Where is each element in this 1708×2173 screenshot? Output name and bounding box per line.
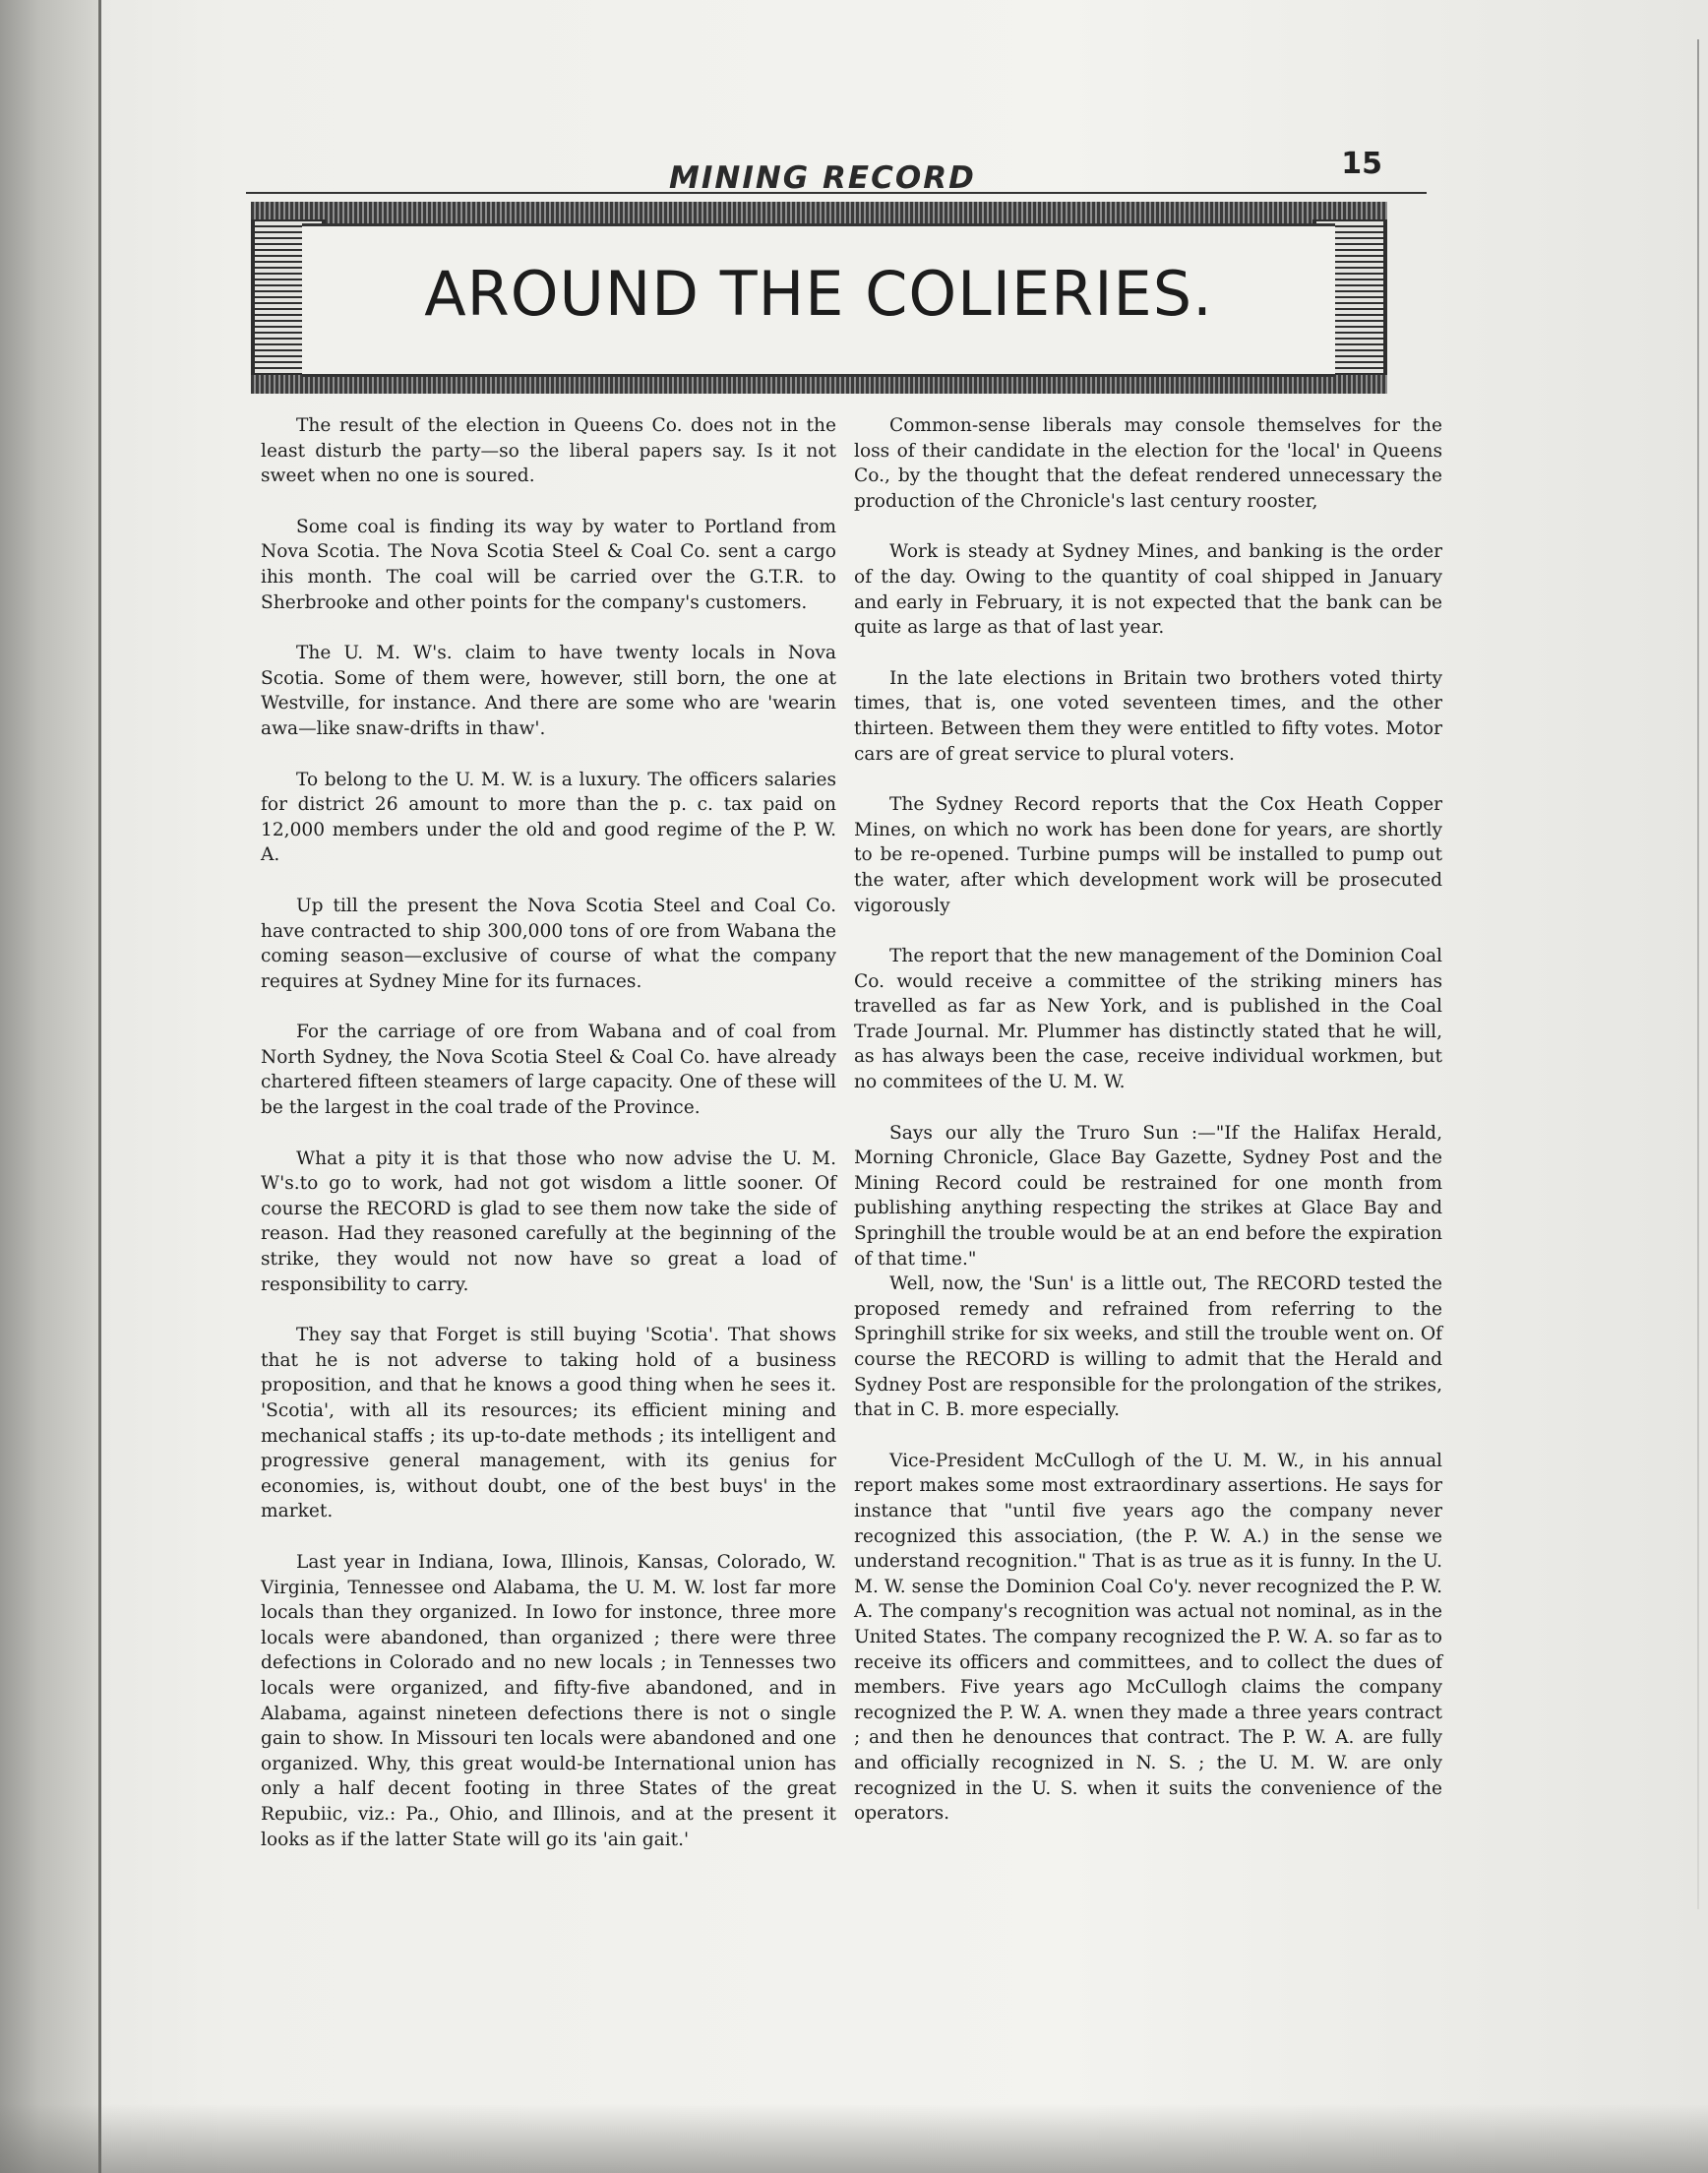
paragraph: Up till the present the Nova Scotia Steel and Coal Co. have contracted to ship 300,000 tons of ore from Wabana the coming season—exclusive of course of what the company requires at Sydney Mine for its furnaces. bbox=[261, 895, 836, 992]
page-edge-crease bbox=[1697, 39, 1699, 1909]
paragraph: Last year in Indiana, Iowa, Illinois, Kansas, Colorado, W. Virginia, Tennessee ond Alabama, the U. M. W. lost far more locals than they organized. In Iowo for instonce, three more locals were abandoned, than organized ; there were three defections in Colorado and no new locals ; in Tennesses two locals were organized, and fifty-five abandoned, and in Alabama, against nineteen defections there is not o single gain to show. In Missouri ten locals were abandoned and one organized. Why, this great would-be International union has only a half decent footing in three States of the great Repubiic, viz.: Pa., Ohio, and Illinois, and at the present it looks as if the latter State will go its 'ain gait.' bbox=[261, 1551, 836, 1850]
paragraph: To belong to the U. M. W. is a luxury. The officers salaries for district 26 amount to more than the p. c. tax paid on 12,000 members under the old and good regime of the P. W. A. bbox=[261, 769, 836, 866]
paragraph: Says our ally the Truro Sun :—"If the Halifax Herald, Morning Chronicle, Glace Bay Gazette, Sydney Post and the Mining Record could be restrained for one month from publishing anything respecting the strikes at Glace Bay and Springhill the trouble would be at an end before the expiration of that time." bbox=[854, 1122, 1442, 1270]
section-title: AROUND THE COLIERIES. bbox=[424, 258, 1213, 330]
paragraph: Work is steady at Sydney Mines, and banking is the order of the day. Owing to the quantity of coal shipped in January and early in February, it is not expected that the bank can be quite as large as that of last year. bbox=[854, 541, 1442, 639]
paragraph: The U. M. W's. claim to have twenty locals in Nova Scotia. Some of them were, however, still born, the one at Westville, for instance. And there are some who are 'wearin awa—like snaw-drifts in thaw'. bbox=[261, 643, 836, 739]
scan-bottom-shadow bbox=[0, 2104, 1708, 2173]
banner-panel bbox=[302, 223, 1335, 377]
paragraph: What a pity it is that those who now advise the U. M. W's.to go to work, had not got wisdom a little sooner. Of course the RECORD is glad to see them now take the side of reason. Had they reasoned carefully at the beginning of the strike, they would not now have so great a load of responsibility to carry. bbox=[261, 1148, 836, 1295]
page-number: 15 bbox=[1341, 147, 1382, 181]
paragraph: In the late elections in Britain two brothers voted thirty times, that is, one voted seventeen times, and the other thirteen. Between them they were entitled to fifty votes. Motor cars are of great service to plural voters. bbox=[854, 667, 1442, 765]
running-header bbox=[246, 147, 1427, 196]
paragraph: Common-sense liberals may console themselves for the loss of their candidate in the election for the 'local' in Queens Co., by the thought that the defeat rendered unnecessary the production of the Chronicle's last century rooster, bbox=[854, 415, 1442, 512]
paragraph: The Sydney Record reports that the Cox Heath Copper Mines, on which no work has been done for years, are shortly to be re-opened. Turbine pumps will be installed to pump out the water, after which development work will be prosecuted vigorously bbox=[854, 794, 1442, 916]
scan-margin bbox=[0, 0, 98, 2173]
paragraph: They say that Forget is still buying 'Scotia'. That shows that he is not adverse to taking hold of a business proposition, and that he knows a good thing when he sees it. 'Scotia', with all its resources; its efficient mining and mechanical staffs ; its up-to-date methods ; its intelligent and progressive general management, with its genius for economies, is, without doubt, one of the best buys' in the market. bbox=[261, 1325, 836, 1522]
paragraph: Well, now, the 'Sun' is a little out, The RECORD tested the proposed remedy and refrained from referring to the Springhill strike for six weeks, and still the trouble went on. Of course the RECORD is willing to admit that the Herald and Sydney Post are responsible for the prolongation of the strikes, that in C. B. more especially. bbox=[854, 1273, 1442, 1421]
paragraph: The report that the new management of the Dominion Coal Co. would receive a committee of the striking miners has travelled as far as New York, and is published in the Coal Trade Journal. Mr. Plummer has distinctly stated that he will, as has always been the case, receive individual workmen, but no commitees of the U. M. W. bbox=[854, 946, 1442, 1093]
paragraph: Vice-President McCullogh of the U. M. W., in his annual report makes some most extraordinary assertions. He says for instance that "until five years ago the company never recognized this association, (the P. W. A.) in the sense we understand recognition." That is as true as it is funny. In the U. M. W. sense the Dominion Coal Co'y. never recognized the P. W. A. The company's recognition was actual not nominal, as in the United States. The company recognized the P. W. A. so far as to receive its officers and committees, and to collect the dues of members. Five years ago McCullogh claims the company recognized the P. W. A. wnen they made a three years contract ; and then he denounces that contract. The P. W. A. are fully and officially recognized in N. S. ; the U. M. W. are only recognized in the U. S. when it suits the convenience of the operators. bbox=[854, 1450, 1442, 1825]
right-column bbox=[854, 413, 1442, 1827]
paragraph: Some coal is finding its way by water to Portland from Nova Scotia. The Nova Scotia Steel & Coal Co. sent a cargo ihis month. The coal will be carried over the G.T.R. to Sherbrooke and other points for the company's customers. bbox=[261, 516, 836, 613]
running-title: MINING RECORD bbox=[669, 160, 976, 196]
left-column bbox=[261, 413, 836, 1852]
section-banner bbox=[251, 202, 1387, 394]
paragraph: For the carriage of ore from Wabana and of coal from North Sydney, the Nova Scotia Steel & Coal Co. have already chartered fifteen steamers of large capacity. One of these will be the largest in the coal trade of the Province. bbox=[261, 1022, 836, 1119]
paragraph: The result of the election in Queens Co. does not in the least disturb the party—so the liberal papers say. Is it not sweet when no one is soured. bbox=[261, 415, 836, 487]
